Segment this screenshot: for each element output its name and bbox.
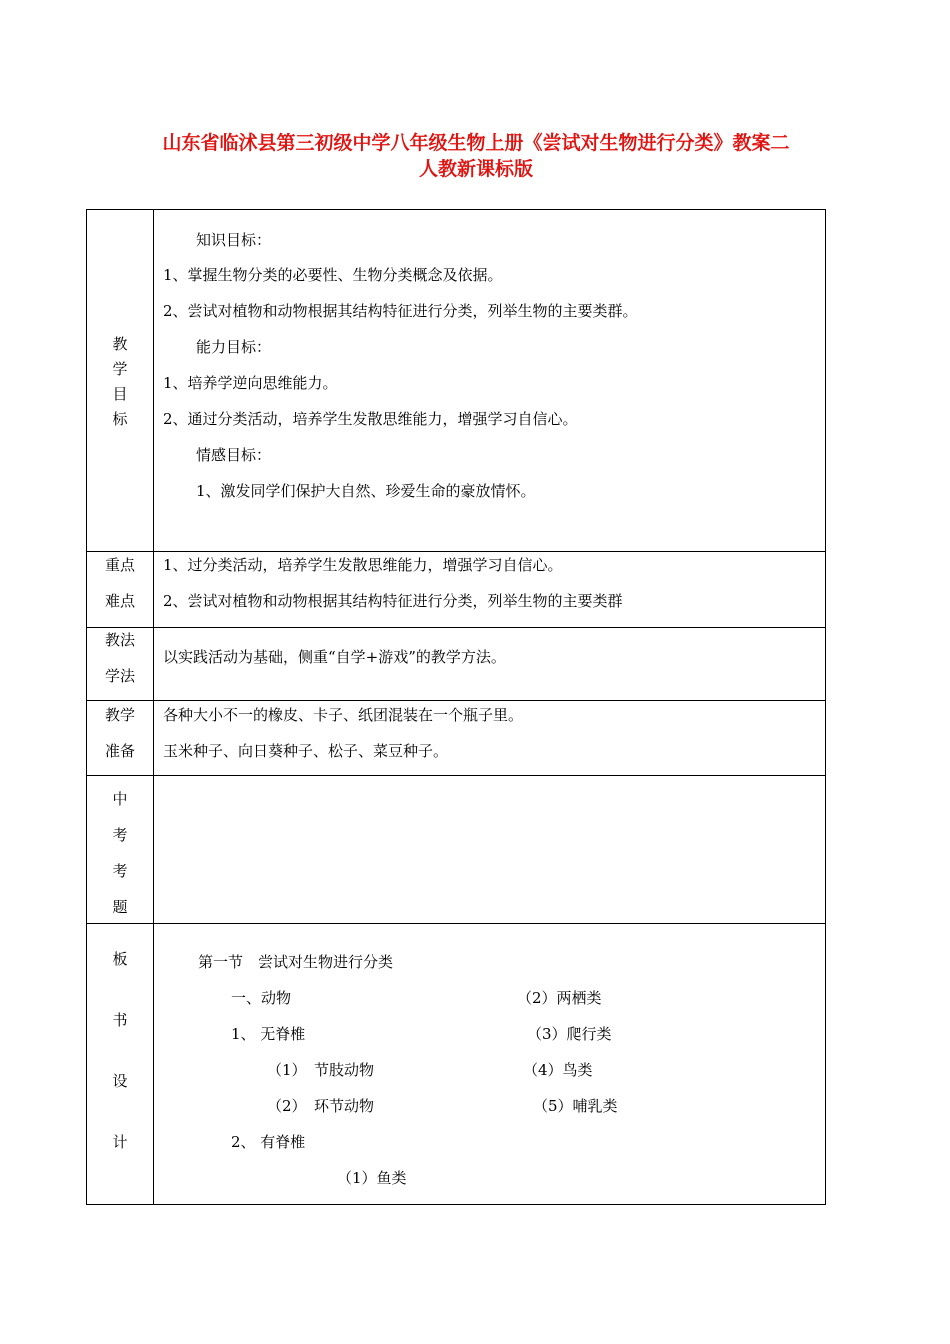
row-board [87, 924, 826, 1205]
ability-item: 1、培养学逆向思维能力。 [163, 374, 338, 392]
board-item: 1、 无脊椎 [231, 1025, 306, 1043]
label-objectives [87, 210, 154, 552]
content-board [154, 924, 826, 1205]
row-key-points [87, 552, 826, 628]
board-item: （1）鱼类 [337, 1169, 407, 1187]
key-point-item: 1、过分类活动，培养学生发散思维能力，增强学习自信心。 [163, 556, 563, 574]
label-char: 考 [112, 862, 128, 880]
label-line: 教法 [104, 631, 135, 649]
label-exam [87, 776, 154, 924]
label-char: 书 [112, 1011, 128, 1029]
knowledge-heading: 知识目标： [196, 231, 272, 249]
label-preparation [87, 701, 154, 776]
ability-heading: 能力目标： [196, 338, 272, 356]
label-char: 设 [112, 1072, 128, 1090]
label-board [87, 924, 154, 1205]
knowledge-item: 1、掌握生物分类的必要性、生物分类概念及依据。 [163, 266, 503, 284]
key-point-item: 2、尝试对植物和动物根据其结构特征进行分类，列举生物的主要类群 [163, 592, 623, 610]
board-item: （3）爬行类 [527, 1025, 612, 1043]
emotion-item: 1、激发同学们保护大自然、珍爱生命的豪放情怀。 [196, 482, 536, 500]
preparation-item: 各种大小不一的橡皮、卡子、纸团混装在一个瓶子里。 [163, 706, 524, 724]
row-objectives [87, 210, 826, 552]
row-methods [87, 628, 826, 701]
row-exam [87, 776, 826, 924]
label-char: 题 [112, 898, 128, 916]
board-item: （4）鸟类 [523, 1061, 593, 1079]
method-item: 以实践活动为基础，侧重“自学+游戏”的教学方法。 [163, 648, 506, 666]
label-char: 学 [112, 360, 128, 378]
label-line: 重点 [104, 556, 135, 574]
preparation-item: 玉米种子、向日葵种子、松子、菜豆种子。 [163, 742, 449, 760]
board-heading: 第一节 尝试对生物进行分类 [198, 953, 394, 971]
label-methods [87, 628, 154, 701]
board-item: 一、动物 [231, 989, 292, 1007]
label-char: 考 [112, 826, 128, 844]
knowledge-item: 2、尝试对植物和动物根据其结构特征进行分类，列举生物的主要类群。 [163, 302, 638, 320]
label-char: 目 [112, 385, 128, 403]
title-line-1: 山东省临沭县第三初级中学八年级生物上册《尝试对生物进行分类》教案二 [162, 132, 790, 154]
lesson-plan-table [86, 209, 826, 1205]
board-item: 2、 有脊椎 [231, 1133, 306, 1151]
board-item: （1） 节肢动物 [267, 1061, 375, 1079]
title-line-2: 人教新课标版 [418, 158, 533, 180]
label-char: 计 [112, 1133, 128, 1151]
label-line: 准备 [104, 742, 135, 760]
board-item: （5）哺乳类 [533, 1097, 618, 1115]
label-line: 难点 [104, 592, 135, 610]
content-exam [154, 776, 826, 924]
emotion-heading: 情感目标： [196, 446, 272, 464]
content-objectives [154, 210, 826, 552]
label-char: 板 [112, 950, 128, 968]
label-key-points [87, 552, 154, 628]
label-char: 标 [112, 410, 128, 428]
content-preparation [154, 701, 826, 776]
page-title [96, 130, 856, 182]
label-char: 中 [112, 790, 128, 808]
label-line: 学法 [104, 667, 135, 685]
ability-item: 2、通过分类活动，培养学生发散思维能力，增强学习自信心。 [163, 410, 578, 428]
content-key-points [154, 552, 826, 628]
board-item: （2）两栖类 [517, 989, 602, 1007]
content-methods [154, 628, 826, 701]
row-preparation [87, 701, 826, 776]
label-char: 教 [112, 335, 128, 353]
board-item: （2） 环节动物 [267, 1097, 375, 1115]
label-line: 教学 [104, 706, 135, 724]
